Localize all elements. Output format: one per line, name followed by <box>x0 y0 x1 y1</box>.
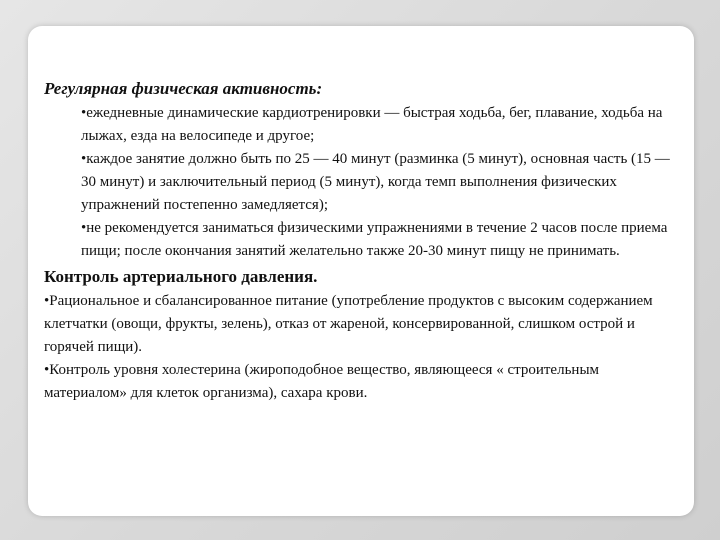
blood-pressure-heading: Контроль артериального давления. <box>44 267 318 286</box>
list-item: •Контроль уровня холестерина (жироподобное вещество, являющееся « строительным материалом» для клеток организма), сахара крови. <box>44 362 600 401</box>
physical-activity-list <box>81 102 684 263</box>
slide-panel <box>28 26 694 516</box>
list-item: •каждое занятие должно быть по 25 — 40 минут (разминка (5 минут), основная часть (15 — 30 минут) и заключительный период (5 минут), когда темп выполнения физических упражнений постепенно замедляется); <box>81 151 670 213</box>
list-item: •не рекомендуется заниматься физическими упражнениями в течение 2 часов после приема пищи; после окончания занятий желательно также 20-30 минут пищу не принимать. <box>81 220 668 259</box>
blood-pressure-list <box>44 290 684 405</box>
physical-activity-heading: Регулярная физическая активность: <box>44 79 323 98</box>
list-item: •Рациональное и сбалансированное питание (употребление продуктов с высоким содержанием клетчатки (овощи, фрукты, зелень), отказ от жареной, консервированной, слишком острой и горячей пищи). <box>44 293 653 355</box>
list-item: •ежедневные динамические кардиотренировки — быстрая ходьба, бег, плавание, ходьба на лыжах, езда на велосипеде и другое; <box>81 105 663 144</box>
slide-content <box>44 78 684 405</box>
